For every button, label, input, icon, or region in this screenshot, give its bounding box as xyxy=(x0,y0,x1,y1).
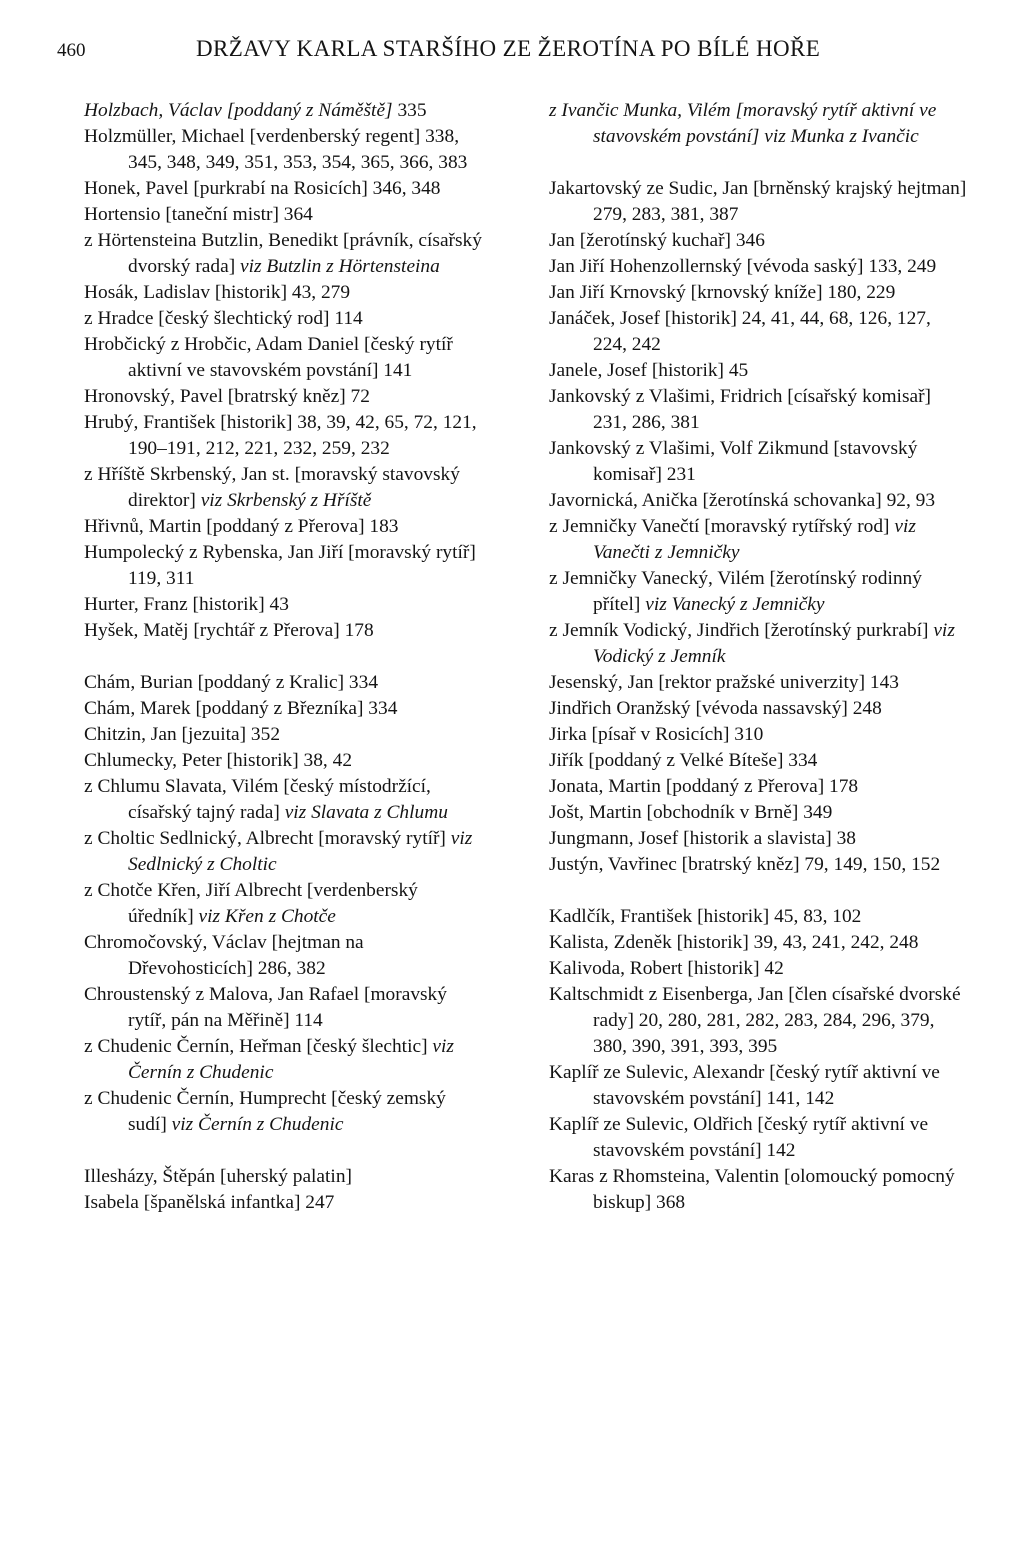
index-entry xyxy=(84,202,484,228)
entry-text: z Hradce [český šlechtický rod] 114 xyxy=(84,308,363,329)
index-entry xyxy=(549,1164,969,1216)
index-entry xyxy=(549,254,969,280)
index-entry xyxy=(549,384,969,436)
entry-text: Jankovský z Vlašimi, Fridrich [císařský komisař] 231, 286, 381 xyxy=(549,386,932,433)
index-entry xyxy=(549,566,969,618)
entry-text: Kadlčík, František [historik] 45, 83, 102 xyxy=(549,906,862,927)
entry-text: Hortensio [taneční mistr] 364 xyxy=(84,204,313,225)
entry-text: Jungmann, Josef [historik a slavista] 38 xyxy=(549,828,856,849)
entry-italic-text: z Ivančic Munka, Vilém [moravský rytíř aktivní ve stavovském povstání] viz Munka z Ivančic xyxy=(549,100,937,147)
entry-text: Jan Jiří Krnovský [krnovský kníže] 180, 229 xyxy=(549,282,896,303)
index-entry xyxy=(549,722,969,748)
index-entry xyxy=(84,878,484,930)
entry-text: Chitzin, Jan [jezuita] 352 xyxy=(84,724,281,745)
index-entry xyxy=(84,540,484,592)
entry-text: Janáček, Josef [historik] 24, 41, 44, 68, 126, 127, 224, 242 xyxy=(549,308,931,355)
entry-italic-text: viz Černín z Chudenic xyxy=(171,1114,344,1135)
index-entry xyxy=(549,98,969,150)
entry-text: z Jemničky Vanecký, Vilém [žerotínský rodinný přítel] xyxy=(549,568,922,615)
index-entry xyxy=(549,670,969,696)
index-entry xyxy=(549,1060,969,1112)
index-entry xyxy=(549,358,969,384)
entry-text: Honek, Pavel [purkrabí na Rosicích] 346, 348 xyxy=(84,178,441,199)
entry-text: z Hříště Skrbenský, Jan st. [moravský stavovský direktor] xyxy=(84,464,460,511)
index-entry xyxy=(84,982,484,1034)
entry-text: Illesházy, Štěpán [uherský palatin] xyxy=(84,1166,352,1187)
index-entry xyxy=(84,176,484,202)
entry-text: Javornická, Anička [žerotínská schovanka] 92, 93 xyxy=(549,490,936,511)
index-entry xyxy=(549,852,969,878)
index-entry xyxy=(549,904,969,930)
letter-group-gap xyxy=(84,644,484,670)
entry-text: Jiřík [poddaný z Velké Bíteše] 334 xyxy=(549,750,818,771)
index-entry xyxy=(84,1190,484,1216)
index-entry xyxy=(84,384,484,410)
index-entry xyxy=(84,774,484,826)
index-entry xyxy=(84,228,484,280)
index-entry xyxy=(549,800,969,826)
index-entry xyxy=(84,410,484,462)
index-column-left xyxy=(84,98,484,1216)
entry-italic-text: viz Křen z Chotče xyxy=(198,906,336,927)
index-entry xyxy=(549,930,969,956)
index-column-right xyxy=(549,98,969,1216)
index-entry xyxy=(549,488,969,514)
entry-text: Jošt, Martin [obchodník v Brně] 349 xyxy=(549,802,833,823)
entry-text: Hrubý, František [historik] 38, 39, 42, 65, 72, 121, 190–191, 212, 221, 232, 259, 232 xyxy=(84,412,477,459)
entry-text: Kalivoda, Robert [historik] 42 xyxy=(549,958,784,979)
entry-text: z Chlumu Slavata, Vilém [český místodržící, císařský tajný rada] xyxy=(84,776,431,823)
entry-text: Jakartovský ze Sudic, Jan [brněnský krajský hejtman] 279, 283, 381, 387 xyxy=(549,178,967,225)
index-entry xyxy=(549,436,969,488)
entry-text: Chám, Marek [poddaný z Březníka] 334 xyxy=(84,698,398,719)
index-entry xyxy=(549,514,969,566)
index-entry xyxy=(549,280,969,306)
index-entry xyxy=(84,124,484,176)
entry-text: Karas z Rhomsteina, Valentin [olomoucký pomocný biskup] 368 xyxy=(549,1166,955,1213)
entry-italic-text: viz Sedlnický z Choltic xyxy=(128,828,473,875)
index-entry xyxy=(549,826,969,852)
index-entry xyxy=(84,462,484,514)
index-entry xyxy=(84,280,484,306)
entry-text: Hrobčický z Hrobčic, Adam Daniel [český rytíř aktivní ve stavovském povstání] 141 xyxy=(84,334,453,381)
index-entry xyxy=(84,1086,484,1138)
index-entry xyxy=(549,228,969,254)
entry-text: Chroustenský z Malova, Jan Rafael [moravský rytíř, pán na Měřině] 114 xyxy=(84,984,447,1031)
page-number: 460 xyxy=(57,40,86,61)
entry-text: Isabela [španělská infantka] 247 xyxy=(84,1192,335,1213)
index-entry xyxy=(84,306,484,332)
index-entry xyxy=(84,592,484,618)
entry-text: Jan Jiří Hohenzollernský [vévoda saský] 133, 249 xyxy=(549,256,937,277)
index-entry xyxy=(84,696,484,722)
entry-text: Jonata, Martin [poddaný z Přerova] 178 xyxy=(549,776,859,797)
entry-text: z Chudenic Černín, Heřman [český šlechtic] xyxy=(84,1036,433,1057)
entry-text: Chlumecky, Peter [historik] 38, 42 xyxy=(84,750,353,771)
entry-text: Hyšek, Matěj [rychtář z Přerova] 178 xyxy=(84,620,374,641)
entry-text: z Jemničky Vanečtí [moravský rytířský rod] xyxy=(549,516,895,537)
index-entry xyxy=(84,1034,484,1086)
entry-text: z Hörtensteina Butzlin, Benedikt [právník, císařský dvorský rada] xyxy=(84,230,482,277)
entry-text: Kaltschmidt z Eisenberga, Jan [člen císařské dvorské rady] 20, 280, 281, 282, 283, 284, 296, 379, 380, 390, 391, 393, 395 xyxy=(549,984,961,1057)
entry-italic-text: viz Skrbenský z Hříště xyxy=(200,490,372,511)
index-entry xyxy=(549,1112,969,1164)
index-entry xyxy=(84,748,484,774)
index-entry xyxy=(549,774,969,800)
entry-text: Hronovský, Pavel [bratrský kněz] 72 xyxy=(84,386,370,407)
index-entry xyxy=(84,1164,484,1190)
entry-text: Kaplíř ze Sulevic, Oldřich [český rytíř aktivní ve stavovském povstání] 142 xyxy=(549,1114,929,1161)
entry-text: Hosák, Ladislav [historik] 43, 279 xyxy=(84,282,351,303)
entry-text: z Chotče Křen, Jiří Albrecht [verdenberský úředník] xyxy=(84,880,418,927)
index-entry xyxy=(549,618,969,670)
index-entry xyxy=(549,748,969,774)
entry-italic-text: viz Černín z Chudenic xyxy=(128,1036,454,1083)
entry-italic-text: viz Vanečti z Jemničky xyxy=(593,516,916,563)
entry-text: Jesenský, Jan [rektor pražské univerzity] 143 xyxy=(549,672,899,693)
index-entry xyxy=(549,306,969,358)
entry-italic-text: Holzbach, Václav [poddaný z Náměště] xyxy=(84,100,393,121)
index-entry xyxy=(84,332,484,384)
index-entry xyxy=(84,618,484,644)
running-title: DRŽAVY KARLA STARŠÍHO ZE ŽEROTÍNA PO BÍLÉ HOŘE xyxy=(196,36,821,61)
index-entry xyxy=(84,826,484,878)
entry-text: Kaplíř ze Sulevic, Alexandr [český rytíř aktivní ve stavovském povstání] 141, 142 xyxy=(549,1062,940,1109)
index-entry xyxy=(84,514,484,540)
entry-text: Humpolecký z Rybenska, Jan Jiří [moravský rytíř] 119, 311 xyxy=(84,542,476,589)
entry-text: Kalista, Zdeněk [historik] 39, 43, 241, 242, 248 xyxy=(549,932,919,953)
index-entry xyxy=(84,930,484,982)
letter-group-gap xyxy=(549,878,969,904)
entry-text: Jirka [písař v Rosicích] 310 xyxy=(549,724,764,745)
entry-text: z Jemník Vodický, Jindřich [žerotínský purkrabí] xyxy=(549,620,934,641)
entry-text: z Choltic Sedlnický, Albrecht [moravský rytíř] xyxy=(84,828,451,849)
entry-text: Hřivnů, Martin [poddaný z Přerova] 183 xyxy=(84,516,399,537)
entry-text: Jankovský z Vlašimi, Volf Zikmund [stavovský komisař] 231 xyxy=(549,438,918,485)
entry-text: 335 xyxy=(392,100,427,121)
index-entry xyxy=(549,982,969,1060)
entry-text: z Chudenic Černín, Humprecht [český zemský sudí] xyxy=(84,1088,446,1135)
entry-text: Jan [žerotínský kuchař] 346 xyxy=(549,230,765,251)
entry-text: Chromočovský, Václav [hejtman na Dřevohosticích] 286, 382 xyxy=(84,932,364,979)
index-entry xyxy=(84,722,484,748)
entry-italic-text: viz Butzlin z Hörtensteina xyxy=(240,256,440,277)
entry-text: Hurter, Franz [historik] 43 xyxy=(84,594,289,615)
letter-group-gap xyxy=(84,1138,484,1164)
page-header xyxy=(0,36,1024,66)
entry-italic-text: viz Vodický z Jemník xyxy=(593,620,955,667)
entry-text: Janele, Josef [historik] 45 xyxy=(549,360,749,381)
letter-group-gap xyxy=(549,150,969,176)
index-entry xyxy=(549,696,969,722)
index-entry xyxy=(549,176,969,228)
index-entry xyxy=(84,670,484,696)
entry-text: Justýn, Vavřinec [bratrský kněz] 79, 149, 150, 152 xyxy=(549,854,941,875)
entry-italic-text: viz Vanecký z Jemničky xyxy=(645,594,825,615)
index-entry xyxy=(84,98,484,124)
entry-text: Holzmüller, Michael [verdenberský regent] 338, 345, 348, 349, 351, 353, 354, 365, 366, 383 xyxy=(84,126,468,173)
entry-text: Chám, Burian [poddaný z Kralic] 334 xyxy=(84,672,379,693)
entry-text: Jindřich Oranžský [vévoda nassavský] 248 xyxy=(549,698,882,719)
entry-italic-text: viz Slavata z Chlumu xyxy=(284,802,448,823)
index-entry xyxy=(549,956,969,982)
